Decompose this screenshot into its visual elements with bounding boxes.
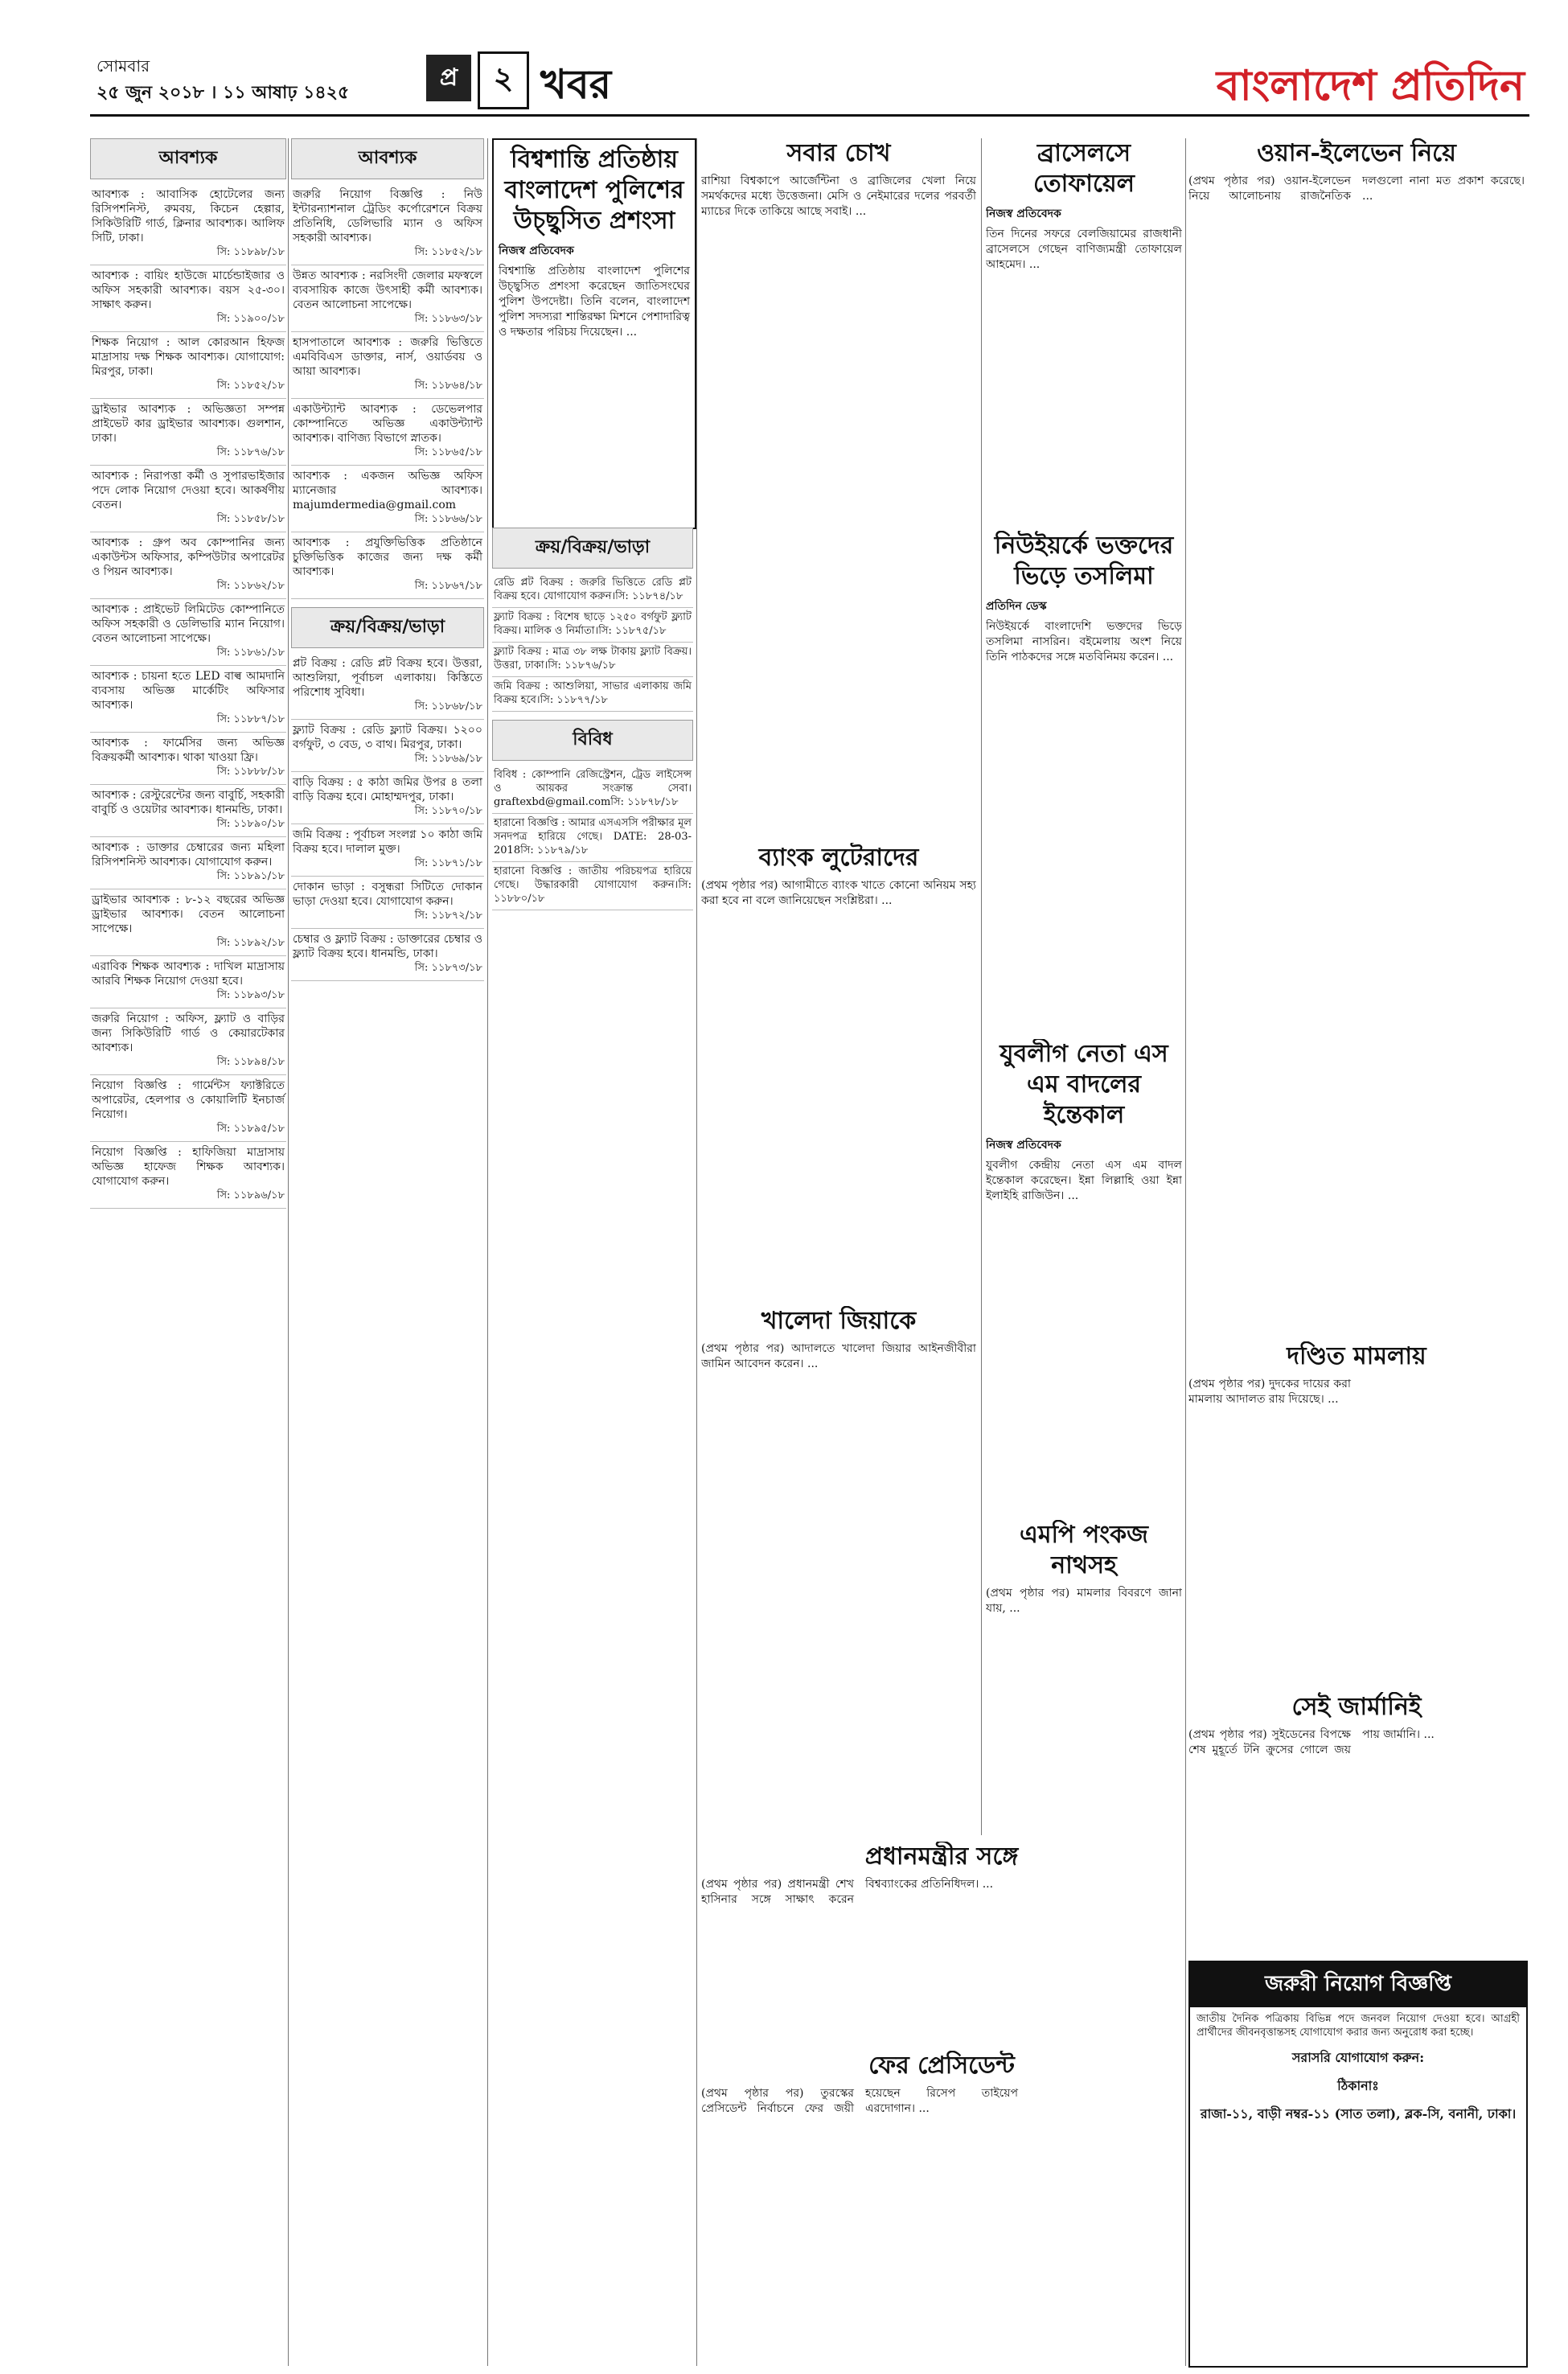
brand-logo: বাংলাদেশ প্রতিদিন — [1216, 61, 1525, 110]
ad-code: সি: ১১৮৯৪/১৮ — [216, 1056, 285, 1068]
ad-code: সি: ১১৮৭৯/১৮ — [520, 844, 589, 856]
recruitment-notice — [1188, 1961, 1528, 2368]
notice-address: রাজা-১১, বাড়ী নম্বর-১১ (সাত তলা), ব্লক-সি, বনানী, ঢাকা। — [1200, 2106, 1517, 2121]
header-rule — [90, 114, 1529, 117]
misc-title: বিবিধ — [492, 720, 693, 761]
classified-ad — [90, 1075, 286, 1142]
ad-text: ড্রাইভার আবশ্যক : ৮-১২ বছরের অভিজ্ঞ ড্রাইভার আবশ্যক। বেতন আলোচনা সাপেক্ষে। — [92, 893, 285, 935]
page-header — [90, 50, 1529, 127]
classified-ad — [90, 733, 286, 785]
ad-code: সি: ১১৮৬৭/১৮ — [414, 580, 482, 592]
ad-code: সি: ১১৮৭৭/১৮ — [540, 694, 608, 706]
newyork-body: নিউইয়র্কে বাংলাদেশি ভক্তদের ভিড়ে তসলিমা নাসরিন। বইমেলায় অংশ নিয়ে তিনি পাঠকদের সঙ্গে মতবিনিময় করেন। ... — [986, 620, 1182, 663]
classified-ad — [90, 666, 286, 733]
article-jubo — [986, 1039, 1182, 1505]
ad-code: সি: ১১৮৭৮/১৮ — [610, 796, 679, 808]
ad-text: জরুরি নিয়োগ বিজ্ঞপ্তি : নিউ ইন্টারন্যাশনাল ট্রেডিং কর্পোরেশনে বিক্রয় প্রতিনিধি, ডেলিভারি ম্যান ও অফিস সহকারী আবশ্যক। — [293, 188, 482, 244]
column-rule — [981, 138, 982, 1835]
ad-code: সি: ১১৮৯৩/১৮ — [216, 989, 285, 1001]
oneleven-headline: ওয়ান-ইলেভেন নিয়ে — [1257, 139, 1456, 167]
classified-ad — [291, 265, 484, 332]
ad-code: সি: ১১৮৯৫/১৮ — [216, 1123, 285, 1135]
ad-text: এরাবিক শিক্ষক আবশ্যক : দাখিল মাদ্রাসায় আরবি শিক্ষক নিয়োগ দেওয়া হবে। — [92, 960, 285, 988]
classified-ad — [291, 824, 484, 877]
notice-title: জরুরী নিয়োগ বিজ্ঞপ্তি — [1190, 1962, 1526, 2007]
ad-text: ফ্ল্যাট বিক্রয় : রেডি ফ্ল্যাট বিক্রয়। ১২০০ বর্গফুট, ৩ বেড, ৩ বাথ। মিরপুর, ঢাকা। — [293, 724, 482, 751]
classified-ad — [492, 608, 693, 643]
khaleda-headline: খালেদা জিয়াকে — [761, 1307, 917, 1335]
ad-code: সি: ১১৮৯৮/১৮ — [216, 246, 285, 258]
case-body: (প্রথম পৃষ্ঠার পর) দুদকের দায়ের করা মামলায় আদালত রায় দিয়েছে। ... — [1188, 1378, 1351, 1406]
ad-code: সি: ১১৮৯০/১৮ — [216, 818, 285, 830]
article-case — [1188, 1341, 1525, 1679]
ad-text: রেডি প্লট বিক্রয় : জরুরি ভিত্তিতে রেডি প্লট বিক্রয় হবে। যোগাযোগ করুন। — [494, 577, 692, 602]
classified-ad — [291, 653, 484, 720]
pm-body: (প্রথম পৃষ্ঠার পর) প্রধানমন্ত্রী শেখ হাসিনার সঙ্গে সাক্ষাৎ করেন বিশ্বব্যাংকের প্রতিনিধিদল। ... — [701, 1878, 994, 1906]
ad-code: সি: ১১৮৬২/১৮ — [216, 580, 285, 592]
classified-ad — [90, 532, 286, 599]
article-mp — [986, 1520, 1182, 1826]
ad-code: সি: ১১৮৯৬/১৮ — [216, 1189, 285, 1201]
ad-text: শিক্ষক নিয়োগ : আল কোরআন হিফজ মাদ্রাসায় দক্ষ শিক্ষক আবশ্যক। যোগাযোগ: মিরপুর, ঢাকা। — [92, 336, 285, 378]
ad-text: আবশ্যক : প্রযুক্তিভিত্তিক প্রতিষ্ঠানে চুক্তিভিত্তিক কাজের জন্য দক্ষ কর্মী আবশ্যক। — [293, 536, 482, 578]
column-rule — [696, 138, 697, 2366]
article-bank — [701, 843, 976, 1293]
mid-ads — [492, 528, 693, 2366]
ad-code: সি: ১১৮৭৩/১৮ — [414, 962, 482, 974]
ad-text: চেম্বার ও ফ্ল্যাট বিক্রয় : ডাক্তারের চেম্বার ও ফ্ল্যাট বিক্রয় হবে। ধানমন্ডি, ঢাকা। — [293, 933, 482, 960]
mp-headline: এমপি পংকজ নাথসহ — [1020, 1521, 1148, 1579]
classified-ad — [90, 466, 286, 532]
ad-text: আবশ্যক : একজন অভিজ্ঞ অফিস ম্যানেজার আবশ্যক। majumdermedia@gmail.com — [293, 470, 482, 511]
date: ২৫ জুন ২০১৮ । ১১ আষাঢ় ১৪২৫ — [96, 83, 350, 103]
ad-code: সি: ১১৮৬৩/১৮ — [414, 313, 482, 325]
ad-text: আবশ্যক : চায়না হতে LED বাল্ব আমদানি ব্যবসায় অভিজ্ঞ মার্কেটিং অফিসার আবশ্যক। — [92, 670, 285, 712]
classified-ad — [90, 399, 286, 466]
ad-text: হারানো বিজ্ঞপ্তি : আমার এসএসসি পরীক্ষার মূল সনদপত্র হারিয়ে গেছে। DATE: 28-03-2018 — [494, 817, 692, 856]
classified-ad — [492, 677, 693, 712]
classified-ad — [90, 332, 286, 399]
bank-body: (প্রথম পৃষ্ঠার পর) আগামীতে ব্যাংক খাতে কোনো অনিয়ম সহ্য করা হবে না বলে জানিয়েছেন সংশ্লিষ্টরা। ... — [701, 879, 976, 907]
article-khaleda — [701, 1306, 976, 1821]
newyork-byline: প্রতিদিন ডেস্ক — [986, 600, 1047, 613]
ad-code: সি: ১১৮৮৭/১৮ — [216, 713, 285, 725]
notice-body: জাতীয় দৈনিক পত্রিকায় বিভিন্ন পদে জনবল নিয়োগ দেওয়া হবে। আগ্রহী প্রার্থীদের জীবনবৃত্তান্তসহ যোগাযোগ করার জন্য অনুরোধ করা হচ্ছে। — [1197, 2013, 1520, 2039]
classified-ad — [492, 814, 693, 862]
classified-ad — [90, 889, 286, 956]
eye-headline: সবার চোখ — [786, 139, 891, 167]
classified-ad — [90, 956, 286, 1008]
classified-ad — [291, 466, 484, 532]
police-byline: নিজস্ব প্রতিবেদক — [499, 244, 574, 257]
classified-ad — [291, 720, 484, 772]
article-germany — [1188, 1692, 1525, 1949]
classified-ad — [291, 332, 484, 399]
article-president — [701, 2051, 1182, 2364]
ad-text: প্লট বিক্রয় : রেডি প্লট বিক্রয় হবে। উত্তরা, আশুলিয়া, পূর্বাচল এলাকায়। কিস্তিতে পরিশোধ সুবিধা। — [293, 657, 482, 699]
ad-text: উন্নত আবশ্যক : নরসিংদী জেলার মফস্বলে ব্যবসায়িক কাজে উৎসাহী কর্মী আবশ্যক। বেতন আলোচনা সাপেক্ষে। — [293, 269, 482, 311]
classified-ad — [492, 766, 693, 814]
ad-text: আবশ্যক : ডাক্তার চেম্বারের জন্য মহিলা রিসিপশনিস্ট আবশ্যক। যোগাযোগ করুন। — [92, 841, 285, 869]
classified-left — [90, 138, 286, 2366]
ad-text: ফ্ল্যাট বিক্রয় : বিশেষ ছাড়ে ১২৫০ বর্গফুট ফ্ল্যাট বিক্রয়। মালিক ও নির্মাতা। — [494, 611, 692, 637]
ad-code: সি: ১১৮৫২/১৮ — [414, 246, 482, 258]
column-rule — [288, 138, 289, 2366]
ad-text: আবশ্যক : আবাসিক হোটেলের জন্য রিসিপশনিস্ট, রুমবয়, কিচেন হেল্পার, সিকিউরিটি গার্ড, ক্লিনার আবশ্যক। আলিফ সিটি, ঢাকা। — [92, 188, 285, 244]
article-police — [492, 138, 696, 529]
classified-ad — [90, 785, 286, 837]
ad-code: সি: ১১৮৭৪/১৮ — [615, 590, 683, 602]
article-oneleven — [1188, 138, 1525, 1329]
newyork-headline: নিউইয়র্কে ভক্তদের ভিড়ে তসলিমা — [994, 532, 1174, 590]
notice-office-label: ঠিকানাঃ — [1337, 2078, 1379, 2093]
article-newyork — [986, 531, 1182, 1013]
section-title: খবর — [540, 60, 612, 108]
ad-text: ড্রাইভার আবশ্যক : অভিজ্ঞতা সম্পন্ন প্রাইভেট কার ড্রাইভার আবশ্যক। গুলশান, ঢাকা। — [92, 403, 285, 445]
ad-code: সি: ১১৮৭২/১৮ — [414, 910, 482, 922]
ad-text: একাউন্ট্যান্ট আবশ্যক : ডেভেলপার কোম্পানিতে অভিজ্ঞ একাউন্ট্যান্ট আবশ্যক। বাণিজ্য বিভাগে স্নাতক। — [293, 403, 482, 445]
germany-body: (প্রথম পৃষ্ঠার পর) সুইডেনের বিপক্ষে শেষ মুহূর্তে টনি ক্রুসের গোলে জয় পায় জার্মানি। ... — [1188, 1728, 1435, 1756]
ad-code: সি: ১১৮৬৮/১৮ — [414, 700, 482, 713]
ad-text: বিবিধ : কোম্পানি রেজিস্ট্রেশন, ট্রেড লাইসেন্স ও আয়কর সংক্রান্ত সেবা। graftexbd@gmail.com — [494, 769, 692, 808]
ad-code: সি: ১১৮৮৮/১৮ — [216, 766, 285, 778]
article-pm — [701, 1842, 1182, 2035]
ad-code: সি: ১১৮৯২/১৮ — [216, 937, 285, 949]
ad-text: হারানো বিজ্ঞপ্তি : জাতীয় পরিচয়পত্র হারিয়ে গেছে। উদ্ধারকারী যোগাযোগ করুন। — [494, 865, 692, 891]
ad-text: আবশ্যক : নিরাপত্তা কর্মী ও সুপারভাইজার পদে লোক নিয়োগ দেওয়া হবে। আকর্ষণীয় বেতন। — [92, 470, 285, 511]
brussels-byline: নিজস্ব প্রতিবেদক — [986, 207, 1061, 220]
classified-ad — [291, 532, 484, 599]
ad-code: সি: ১১৮৭০/১৮ — [414, 805, 482, 817]
bank-headline: ব্যাংক লুটেরাদের — [758, 844, 919, 872]
ad-code: সি: ১১৮৬৫/১৮ — [414, 446, 482, 458]
ad-code: সি: ১১৮৭৬/১৮ — [548, 659, 616, 672]
ad-text: জমি বিক্রয় : পূর্বাচল সংলগ্ন ১০ কাঠা জমি বিক্রয় হবে। দালাল মুক্ত। — [293, 828, 482, 856]
khaleda-body: (প্রথম পৃষ্ঠার পর) আদালতে খালেদা জিয়ার আইনজীবীরা জামিন আবেদন করেন। ... — [701, 1342, 976, 1370]
column-rule — [487, 138, 488, 2366]
ad-text: আবশ্যক : গ্রুপ অব কোম্পানির জন্য একাউন্টস অফিসার, কম্পিউটার অপারেটর ও পিয়ন আবশ্যক। — [92, 536, 285, 578]
classified-ad — [291, 399, 484, 466]
classified-ad — [291, 929, 484, 981]
ad-code: সি: ১১৮৫২/১৮ — [216, 380, 285, 392]
oneleven-body: (প্রথম পৃষ্ঠার পর) ওয়ান-ইলেভেন নিয়ে আলোচনায় রাজনৈতিক দলগুলো নানা মত প্রকাশ করেছে। ... — [1188, 175, 1525, 203]
ad-code: সি: ১১৮৭৬/১৮ — [216, 446, 285, 458]
notice-contact-label: সরাসরি যোগাযোগ করুন: — [1291, 2050, 1425, 2065]
classified-right — [291, 138, 484, 2366]
mid-ads-title: ক্রয়/বিক্রয়/ভাড়া — [492, 528, 693, 569]
ad-code: সি: ১১৯০০/১৮ — [216, 313, 285, 325]
ad-text: হাসপাতালে আবশ্যক : জরুরি ভিত্তিতে এমবিবিএস ডাক্তার, নার্স, ওয়ার্ডবয় ও আয়া আবশ্যক। — [293, 336, 482, 378]
ad-code: সি: ১১৮৬৯/১৮ — [414, 753, 482, 765]
jubo-body: যুবলীগ কেন্দ্রীয় নেতা এস এম বাদল ইন্তেকাল করেছেন। ইন্না লিল্লাহি ওয়া ইন্না ইলাইহি রাজিউন। ... — [986, 1159, 1182, 1202]
ad-text: আবশ্যক : বায়িং হাউজে মার্চেন্ডাইজার ও অফিস সহকারী আবশ্যক। বয়স ২৫-৩০। সাক্ষাৎ করুন। — [92, 269, 285, 311]
ad-text: নিয়োগ বিজ্ঞপ্তি : গার্মেন্টস ফ্যাক্টরিতে অপারেটর, হেলপার ও কোয়ালিটি ইনচার্জ নিয়োগ। — [92, 1079, 285, 1121]
article-brussels — [986, 138, 1182, 444]
classified-ad — [291, 877, 484, 929]
ad-code: সি: ১১৮৬৪/১৮ — [414, 380, 482, 392]
classified-ad — [90, 1008, 286, 1075]
article-eye — [701, 138, 976, 830]
column-rule — [1185, 138, 1186, 2366]
mp-body: (প্রথম পৃষ্ঠার পর) মামলার বিবরণে জানা যায়, ... — [986, 1587, 1182, 1615]
classified-ad — [492, 643, 693, 677]
eye-body: রাশিয়া বিশ্বকাপে আর্জেন্টিনা ও ব্রাজিলের খেলা নিয়ে সমর্থকদের মধ্যে উত্তেজনা। মেসি ও নেইমারের দলের পরবর্তী ম্যাচের দিকে তাকিয়ে আছে সবাই। ... — [701, 175, 976, 218]
page-number: ২ — [478, 51, 529, 109]
ad-code: সি: ১১৮৮০/১৮ — [494, 879, 692, 905]
case-headline: দণ্ডিত মামলায় — [1287, 1342, 1426, 1370]
ad-text: ফ্ল্যাট বিক্রয় : মাত্র ৩৮ লক্ষ টাকায় ফ্ল্যাট বিক্রয়। উত্তরা, ঢাকা। — [494, 646, 692, 672]
pm-headline: প্রধানমন্ত্রীর সঙ্গে — [864, 1842, 1019, 1871]
ad-code: সি: ১১৮৭৫/১৮ — [598, 625, 667, 637]
classified-ad — [90, 599, 286, 666]
classified-ad — [492, 862, 693, 910]
sale-title: ক্রয়/বিক্রয়/ভাড়া — [291, 607, 484, 648]
ad-text: জমি বিক্রয় : আশুলিয়া, সাভার এলাকায় জমি বিক্রয় হবে। — [494, 680, 692, 706]
classified-ad — [90, 837, 286, 889]
ad-code: সি: ১১৮৯১/১৮ — [216, 870, 285, 882]
classified-ad — [90, 184, 286, 265]
jubo-headline: যুবলীগ নেতা এস এম বাদলের ইন্তেকাল — [999, 1040, 1168, 1129]
ad-text: বাড়ি বিক্রয় : ৫ কাঠা জমির উপর ৪ তলা বাড়ি বিক্রয় হবে। মোহাম্মদপুর, ঢাকা। — [293, 776, 482, 803]
ad-text: আবশ্যক : ফার্মেসির জন্য অভিজ্ঞ বিক্রয়কর্মী আবশ্যক। থাকা খাওয়া ফ্রি। — [92, 737, 285, 764]
germany-headline: সেই জার্মানিই — [1291, 1693, 1422, 1721]
ad-code: সি: ১১৮৬১/১৮ — [216, 647, 285, 659]
classified-ad — [90, 265, 286, 332]
brussels-headline: ব্রাসেলসে তোফায়েল — [1032, 139, 1135, 198]
newspaper-mark-icon: প্র — [426, 55, 471, 101]
classified-ad — [492, 573, 693, 608]
jubo-byline: নিজস্ব প্রতিবেদক — [986, 1139, 1061, 1152]
ad-text: দোকান ভাড়া : বসুন্ধরা সিটিতে দোকান ভাড়া দেওয়া হবে। যোগাযোগ করুন। — [293, 881, 482, 908]
classified-ad — [90, 1142, 286, 1209]
president-headline: ফের প্রেসিডেন্ট — [868, 2052, 1015, 2080]
ad-text: আবশ্যক : রেস্টুরেন্টের জন্য বাবুর্চি, সহকারী বাবুর্চি ও ওয়েটার আবশ্যক। ধানমন্ডি, ঢাকা। — [92, 789, 285, 816]
police-body: বিশ্বশান্তি প্রতিষ্ঠায় বাংলাদেশ পুলিশের উচ্ছ্বসিত প্রশংসা করেছেন জাতিসংঘের পুলিশ উপদেষ্টা। তিনি বলেন, বাংলাদেশ পুলিশ সদস্যরা শান্তিরক্ষা মিশনে পেশাদারিত্ব ও দক্ষতার পরিচয় দিয়েছেন। ... — [499, 265, 690, 339]
ad-code: সি: ১১৮৬৬/১৮ — [414, 513, 482, 525]
weekday: সোমবার — [96, 56, 150, 76]
classified-ad — [291, 772, 484, 824]
ad-text: আবশ্যক : প্রাইভেট লিমিটেড কোম্পানিতে অফিস সহকারী ও ডেলিভারি ম্যান নিয়োগ। বেতন আলোচনা সাপেক্ষে। — [92, 603, 285, 645]
classified-ad — [291, 184, 484, 265]
ad-text: নিয়োগ বিজ্ঞপ্তি : হাফিজিয়া মাদ্রাসায় অভিজ্ঞ হাফেজ শিক্ষক আবশ্যক। যোগাযোগ করুন। — [92, 1146, 285, 1188]
president-body: (প্রথম পৃষ্ঠার পর) তুরস্কের প্রেসিডেন্ট নির্বাচনে ফের জয়ী হয়েছেন রিসেপ তাইয়েপ এরদোগান। ... — [701, 2087, 1018, 2115]
brussels-body: তিন দিনের সফরে বেলজিয়ামের রাজধানী ব্রাসেলসে গেছেন বাণিজ্যমন্ত্রী তোফায়েল আহমেদ। ... — [986, 228, 1182, 271]
police-headline: বিশ্বশান্তি প্রতিষ্ঠায় বাংলাদেশ পুলিশের উচ্ছ্বসিত প্রশংসা — [504, 146, 684, 235]
ad-text: জরুরি নিয়োগ : অফিস, ফ্ল্যাট ও বাড়ির জন্য সিকিউরিটি গার্ড ও কেয়ারটেকার আবশ্যক। — [92, 1012, 285, 1054]
ad-code: সি: ১১৮৭১/১৮ — [414, 857, 482, 869]
classified-left-title: আবশ্যক — [90, 138, 286, 179]
ad-code: সি: ১১৮৫৮/১৮ — [216, 513, 285, 525]
classified-right-title: আবশ্যক — [291, 138, 484, 179]
